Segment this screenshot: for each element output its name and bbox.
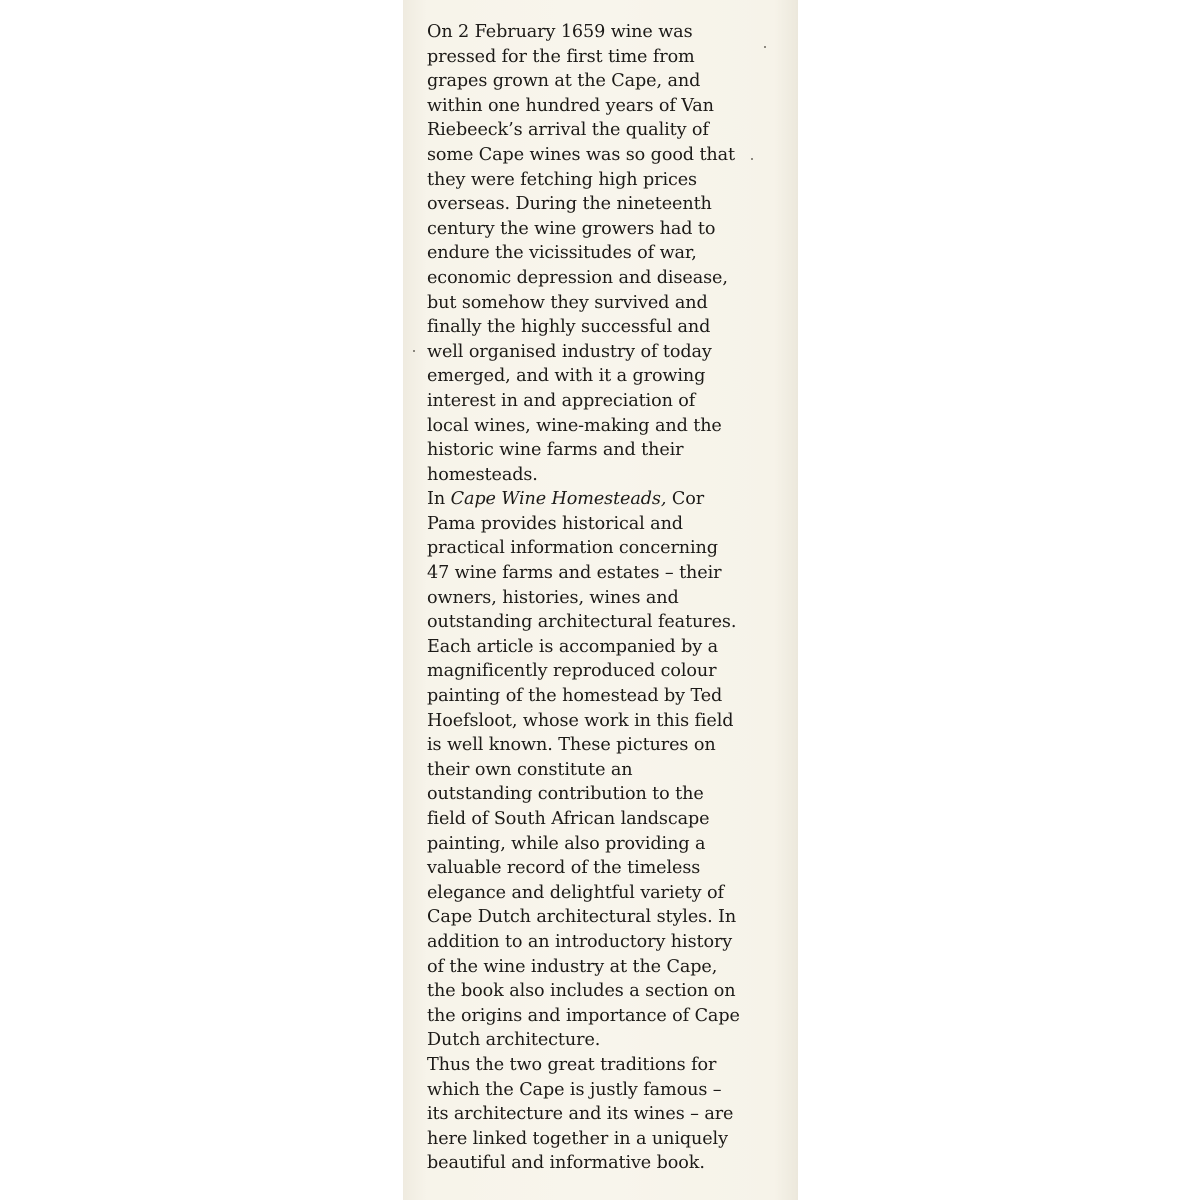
text-line: homesteads. xyxy=(427,464,538,485)
text-line: they were fetching high prices xyxy=(427,169,697,190)
text-line: some Cape wines was so good that xyxy=(427,144,736,165)
text-line: emerged, and with it a growing xyxy=(427,366,706,387)
text-line: painting, while also providing a xyxy=(427,833,706,854)
text-line: painting of the homestead by Ted xyxy=(427,686,723,707)
text-line: Thus the two great traditions for xyxy=(427,1054,717,1075)
text-line: 47 wine farms and estates – their xyxy=(427,563,722,584)
text-line: century the wine growers had to xyxy=(427,218,716,239)
text-line: overseas. During the nineteenth xyxy=(427,194,712,215)
text-line: which the Cape is justly famous – xyxy=(427,1079,722,1100)
text-line: local wines, wine-making and the xyxy=(427,415,722,436)
text-line: outstanding contribution to the xyxy=(427,784,704,805)
text-line xyxy=(427,487,772,512)
text-line: addition to an introductory history xyxy=(427,931,733,952)
book-title: Cape Wine Homesteads, xyxy=(450,489,667,510)
text-line: magnificently reproduced colour xyxy=(427,661,717,682)
text-line: endure the vicissitudes of war, xyxy=(427,243,697,264)
text-line: owners, histories, wines and xyxy=(427,587,679,608)
text-line: elegance and delightful variety of xyxy=(427,882,724,903)
text-line: the book also includes a section on xyxy=(427,981,736,1002)
paragraph-conclusion xyxy=(427,1053,772,1176)
text-line: finally the highly successful and xyxy=(427,317,711,338)
text-line: their own constitute an xyxy=(427,759,633,780)
text-line: Pama provides historical and xyxy=(427,513,683,534)
blurb-text xyxy=(427,20,772,1176)
text-line: economic depression and disease, xyxy=(427,267,728,288)
text-line: its architecture and its wines – are xyxy=(427,1104,734,1125)
text-line: the origins and importance of Cape xyxy=(427,1005,740,1026)
text-line: practical information concerning xyxy=(427,538,718,559)
text-line: historic wine farms and their xyxy=(427,440,684,461)
text-line: of the wine industry at the Cape, xyxy=(427,956,718,977)
text-line: grapes grown at the Cape, and xyxy=(427,71,701,92)
text-line: within one hundred years of Van xyxy=(427,95,714,116)
text-line: field of South African landscape xyxy=(427,809,710,829)
text-line: is well known. These pictures on xyxy=(427,735,716,756)
text-line: On 2 February 1659 wine was xyxy=(427,22,693,42)
text-line: Riebeeck’s arrival the quality of xyxy=(427,120,709,141)
speck-mark xyxy=(413,350,415,352)
text-line: valuable record of the timeless xyxy=(427,858,701,879)
text-line: Dutch architecture. xyxy=(427,1030,601,1051)
text-line: interest in and appreciation of xyxy=(427,390,696,411)
text-line: Cape Dutch architectural styles. In xyxy=(427,907,737,928)
paragraph-book-description xyxy=(427,487,772,1053)
text-line: Each article is accompanied by a xyxy=(427,636,718,657)
line-suffix: Cor xyxy=(666,489,705,510)
text-line: well organised industry of today xyxy=(427,341,712,362)
text-line: pressed for the first time from xyxy=(427,46,695,67)
text-line: beautiful and informative book. xyxy=(427,1153,705,1174)
text-line: outstanding architectural features. xyxy=(427,612,737,633)
line-prefix: In xyxy=(427,489,451,510)
text-line: but somehow they survived and xyxy=(427,292,708,313)
text-line: here linked together in a uniquely xyxy=(427,1128,728,1149)
text-line: Hoefsloot, whose work in this field xyxy=(427,710,734,731)
paragraph-history xyxy=(427,20,772,487)
